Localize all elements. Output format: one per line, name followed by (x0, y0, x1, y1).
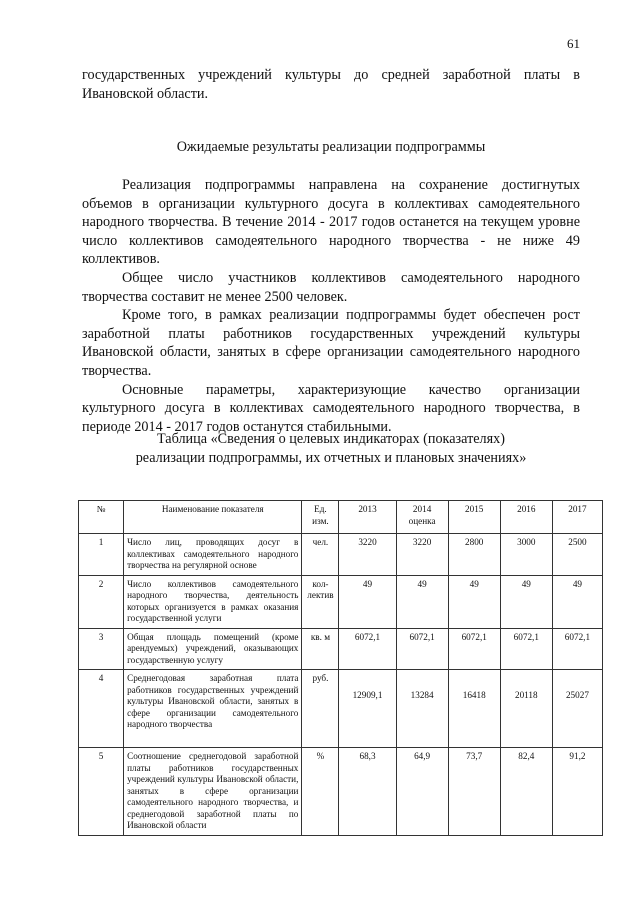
table-row (79, 628, 603, 670)
cell-2013: 12909,1 (339, 670, 396, 748)
cell-unit: % (302, 748, 339, 836)
section-heading: Ожидаемые результаты реализации подпрограммы (176, 139, 486, 155)
cell-2013: 49 (339, 575, 396, 628)
cell-2014: 64,9 (396, 748, 448, 836)
paragraph: Кроме того, в рамках реализации подпрограммы будет обеспечен рост заработной платы работников государственных учреждений культуры Ивановской области, занятых в сфере организации самодеятельного народного творчества. (82, 307, 580, 379)
cell-2016: 3000 (500, 534, 552, 576)
body-text (82, 176, 580, 436)
cell-num: 4 (79, 670, 124, 748)
indicators-table (78, 500, 603, 836)
cell-name: Общая площадь помещений (кроме арендуемых) учреждений, оказывающих государственную услугу (124, 628, 302, 670)
cell-name: Соотношение среднегодовой заработной платы работников государственных учреждений культуры Ивановской области, занятых в сфере организации самодеятельного народного творчества, и среднегодовой заработной платы по Ивановской области (124, 748, 302, 836)
cell-2013: 6072,1 (339, 628, 396, 670)
paragraph: Общее число участников коллективов самодеятельного народного творчества составит не менее 2500 человек. (82, 269, 580, 305)
table-row (79, 670, 603, 748)
cell-2017: 6072,1 (552, 628, 602, 670)
table-row (79, 575, 603, 628)
cell-2017: 25027 (552, 670, 602, 748)
cell-2015: 73,7 (448, 748, 500, 836)
paragraph: Основные параметры, характеризующие качество организации культурного досуга в коллективах самодеятельного народного творчества, в периоде 2014 - 2017 годов останутся стабильными. (82, 381, 580, 435)
cell-unit: чел. (302, 534, 339, 576)
header-name: Наименование показателя (124, 501, 302, 534)
cell-unit: кол-лектив (302, 575, 339, 628)
table-caption-line: Таблица «Сведения о целевых индикаторах (показателях) (156, 431, 505, 447)
cell-name: Число лиц, проводящих досуг в коллективах самодеятельного народного творчества на регулярной основе (124, 534, 302, 576)
table-caption-line: реализации подпрограммы, их отчетных и плановых значениях» (135, 449, 527, 466)
cell-unit: руб. (302, 670, 339, 748)
header-2016: 2016 (500, 501, 552, 534)
cell-name: Среднегодовая заработная плата работников государственных учреждений культуры Ивановской области, занятых в сфере организации самодеятельного народного творчества (124, 670, 302, 748)
cell-2016: 20118 (500, 670, 552, 748)
cell-2015: 6072,1 (448, 628, 500, 670)
cell-2017: 49 (552, 575, 602, 628)
cell-num: 3 (79, 628, 124, 670)
cell-unit: кв. м (302, 628, 339, 670)
header-2013: 2013 (339, 501, 396, 534)
header-2015: 2015 (448, 501, 500, 534)
continuation-text (82, 66, 580, 103)
cell-name: Число коллективов самодеятельного народного творчества, деятельность которых организуется в рамках оказания государственной услуги (124, 575, 302, 628)
header-2017: 2017 (552, 501, 602, 534)
cell-2014: 3220 (396, 534, 448, 576)
header-num: № (79, 501, 124, 534)
cell-2015: 49 (448, 575, 500, 628)
paragraph: Реализация подпрограммы направлена на сохранение достигнутых объемов в организации культурного досуга в коллективах самодеятельного народного творчества. В течение 2014 - 2017 годов останется на текущем уровне число коллективов самодеятельного народного творчества - не ниже 49 коллективов. (82, 177, 580, 268)
cell-2016: 82,4 (500, 748, 552, 836)
table-caption (82, 430, 580, 467)
header-2014-year: 2014 (412, 504, 432, 514)
cell-2013: 3220 (339, 534, 396, 576)
cell-2016: 6072,1 (500, 628, 552, 670)
cell-2015: 16418 (448, 670, 500, 748)
cell-2013: 68,3 (339, 748, 396, 836)
cell-2016: 49 (500, 575, 552, 628)
cell-2014: 6072,1 (396, 628, 448, 670)
page-number: 61 (567, 36, 580, 51)
cell-num: 2 (79, 575, 124, 628)
header-unit: Ед. изм. (302, 501, 339, 534)
cell-2015: 2800 (448, 534, 500, 576)
cell-num: 1 (79, 534, 124, 576)
table-row (79, 748, 603, 836)
continuation-paragraph: государственных учреждений культуры до средней заработной платы в Ивановской области. (82, 67, 580, 102)
cell-2014: 49 (396, 575, 448, 628)
header-2014 (396, 501, 448, 534)
table-header-row (79, 501, 603, 534)
table-row (79, 534, 603, 576)
cell-num: 5 (79, 748, 124, 836)
cell-2017: 91,2 (552, 748, 602, 836)
header-2014-note: оценка (408, 515, 436, 526)
cell-2017: 2500 (552, 534, 602, 576)
cell-2014: 13284 (396, 670, 448, 748)
